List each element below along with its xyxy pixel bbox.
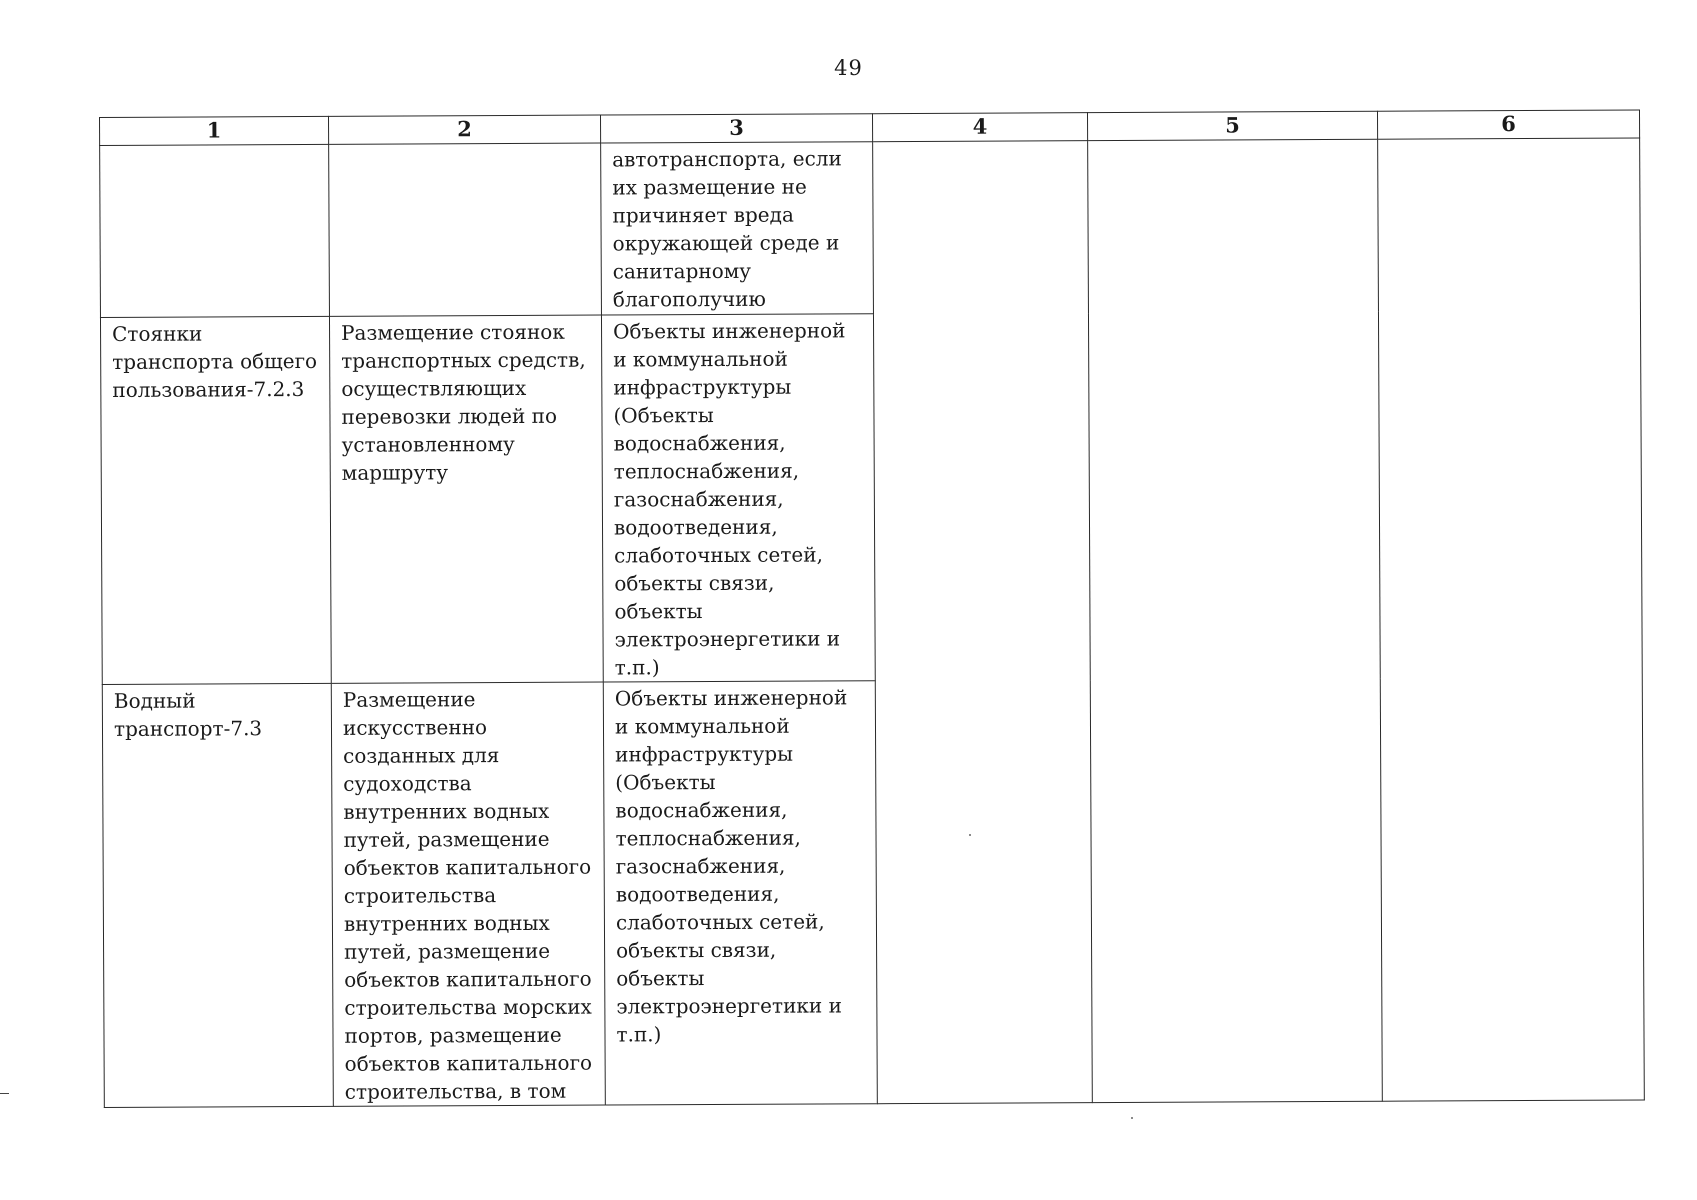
column-header-4: 4 (872, 113, 1087, 142)
cell-column-5 (1088, 139, 1383, 1102)
cell-permitted-use (100, 144, 330, 317)
cell-permitted-use: Водный транспорт-7.3 (102, 683, 333, 1107)
column-header-1: 1 (100, 116, 329, 145)
cell-auxiliary-objects: Объекты инженерной и коммунальной инфраструктуры (Объекты водоснабжения, теплоснабжения, газоснабжения, водоотведения, слаботочных сетей, объекты связи, объекты электроэнергетики и т.п.) (603, 681, 877, 1105)
column-header-6: 6 (1377, 110, 1639, 139)
cell-use-description (329, 143, 602, 316)
cell-auxiliary-objects: автотранспорта, если их размещение не причиняет вреда окружающей среде и санитарному благополучию (601, 142, 874, 315)
cell-use-description: Размещение искусственно созданных для судоходства внутренних водных путей, размещение объектов капитального строительства внутренних водных путей, размещение объектов капитального строительства морских портов, размещение объектов капитального строительства, в том (331, 682, 605, 1106)
scan-margin-mark (0, 1093, 9, 1094)
page-number: 49 (834, 56, 863, 80)
scan-speck (1131, 1117, 1133, 1119)
land-use-table (99, 109, 1645, 1108)
column-header-3: 3 (600, 114, 872, 143)
column-header-2: 2 (328, 115, 600, 144)
cell-permitted-use: Стоянки транспорта общего пользования-7.2.3 (100, 316, 331, 684)
table-row (100, 138, 1641, 318)
column-header-5: 5 (1087, 111, 1377, 140)
cell-use-description: Размещение стоянок транспортных средств, осуществляющих перевозки людей по установленному маршруту (329, 315, 603, 683)
cell-auxiliary-objects: Объекты инженерной и коммунальной инфраструктуры (Объекты водоснабжения, теплоснабжения, газоснабжения, водоотведения, слаботочных сетей, объекты связи, объекты электроэнергетики и т.п.) (601, 314, 875, 682)
cell-column-6 (1378, 138, 1645, 1101)
cell-column-4 (873, 141, 1093, 1104)
scan-speck (969, 834, 971, 836)
